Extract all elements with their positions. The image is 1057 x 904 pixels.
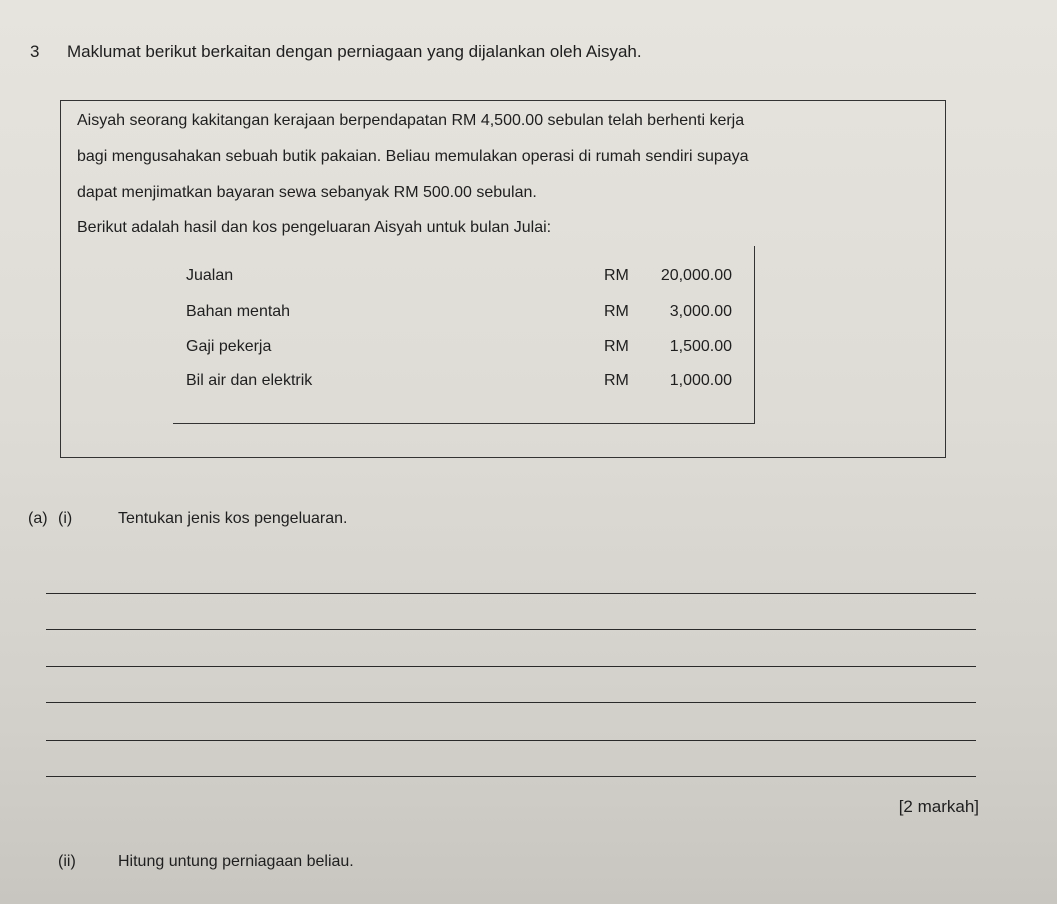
- answer-line[interactable]: [46, 666, 976, 667]
- row-currency: RM: [604, 267, 629, 284]
- info-line-1: Aisyah seorang kakitangan kerajaan berpendapatan RM 4,500.00 sebulan telah berhenti kerja: [77, 112, 745, 129]
- info-line-3: dapat menjimatkan bayaran sewa sebanyak RM 500.00 sebulan.: [77, 184, 537, 201]
- row-currency: RM: [604, 338, 629, 355]
- answer-line[interactable]: [46, 740, 976, 741]
- info-line-4: Berikut adalah hasil dan kos pengeluaran Aisyah untuk bulan Julai:: [77, 219, 552, 236]
- table-row: [186, 267, 746, 289]
- row-label: Bahan mentah: [186, 303, 291, 320]
- row-amount: 1,000.00: [669, 372, 732, 389]
- answer-line[interactable]: [46, 593, 976, 594]
- part-i-question: Tentukan jenis kos pengeluaran.: [118, 510, 348, 527]
- row-amount: 20,000.00: [660, 267, 732, 284]
- table-row: [186, 338, 746, 360]
- cost-table: [173, 246, 755, 424]
- row-currency: RM: [604, 372, 629, 389]
- part-ii-question: Hitung untung perniagaan beliau.: [118, 853, 354, 870]
- row-label: Gaji pekerja: [186, 338, 272, 355]
- answer-line[interactable]: [46, 776, 976, 777]
- row-currency: RM: [604, 303, 629, 320]
- answer-line[interactable]: [46, 702, 976, 703]
- row-amount: 1,500.00: [669, 338, 732, 355]
- info-line-2: bagi mengusahakan sebuah butik pakaian. Beliau memulakan operasi di rumah sendiri supaya: [77, 148, 749, 165]
- marks-label: [2 markah]: [898, 797, 979, 816]
- table-row: [186, 303, 746, 325]
- question-number: 3: [30, 42, 40, 61]
- row-label: Bil air dan elektrik: [186, 372, 313, 389]
- row-label: Jualan: [186, 267, 234, 284]
- row-amount: 3,000.00: [669, 303, 732, 320]
- answer-line[interactable]: [46, 629, 976, 630]
- part-ii-label: (ii): [58, 853, 76, 870]
- question-intro: Maklumat berikut berkaitan dengan perniagaan yang dijalankan oleh Aisyah.: [67, 42, 642, 61]
- part-a-label: (a): [28, 510, 48, 527]
- info-box: [60, 100, 946, 458]
- part-i-label: (i): [58, 510, 73, 527]
- table-row: [186, 372, 746, 394]
